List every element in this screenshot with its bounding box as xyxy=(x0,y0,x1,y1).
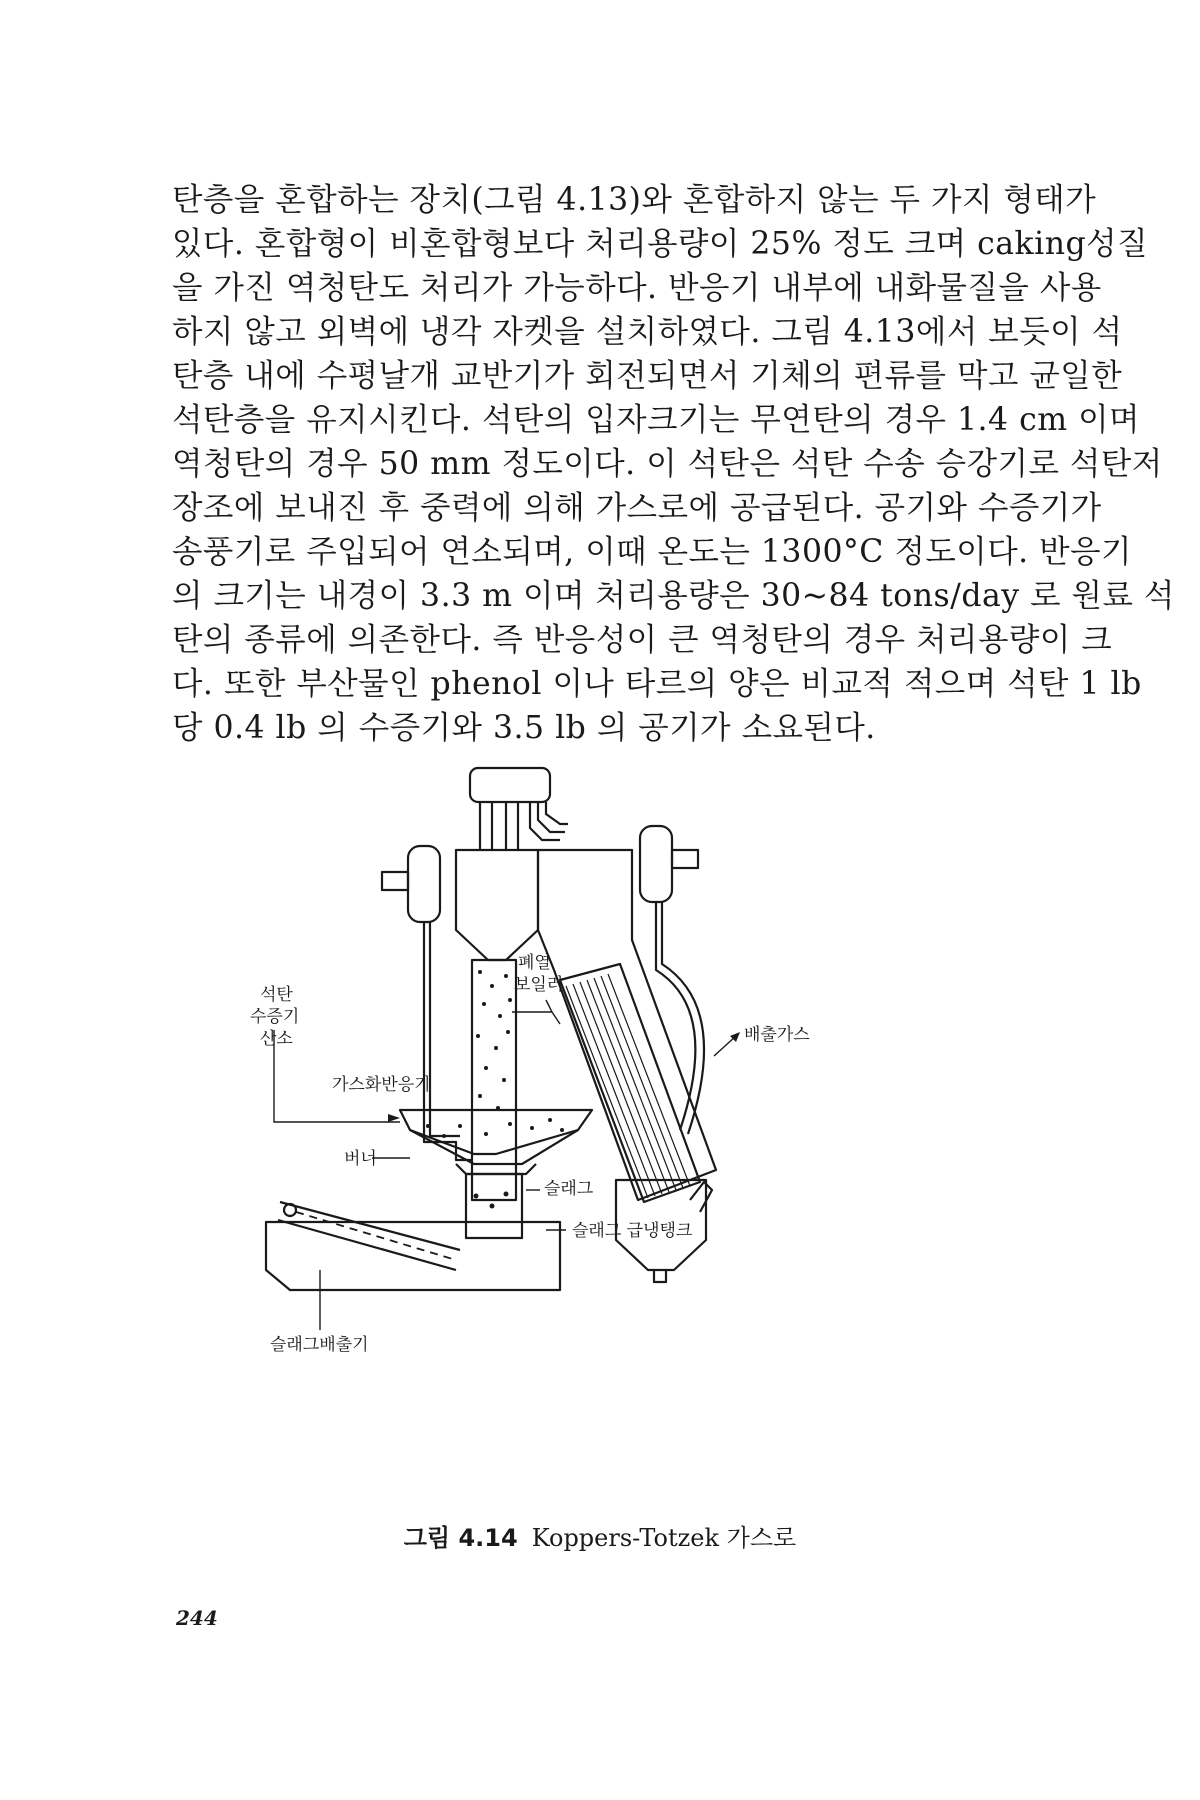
coal-particles xyxy=(426,970,564,1209)
input-label-steam: 수증기 xyxy=(250,1007,300,1027)
burner-chamber xyxy=(400,1110,592,1154)
body-paragraph xyxy=(172,178,1175,750)
slag-extractor-label: 슬래그배출기 xyxy=(270,1335,369,1355)
slag-quench-tank xyxy=(266,1222,560,1290)
figure-title: Koppers-Totzek 가스로 xyxy=(531,1524,797,1552)
waste-heat-boiler xyxy=(538,850,716,1200)
input-label-oxygen: 산소 xyxy=(260,1029,293,1049)
slag-quench-tank-label: 슬래그 급냉탱크 xyxy=(572,1221,693,1241)
slag-label: 슬래그 xyxy=(544,1179,594,1199)
gasifier-upper-shell xyxy=(456,850,538,960)
body-line: 있다. 혼합형이 비혼합형보다 처리용량이 25% 정도 크며 caking성질 xyxy=(172,226,1149,262)
body-line: 탄층을 혼합하는 장치(그림 4.13)와 혼합하지 않는 두 가지 형태가 xyxy=(172,182,1097,218)
figure-caption xyxy=(0,1518,1200,1553)
exhaust-gas-label: 배출가스 xyxy=(744,1025,810,1045)
body-line: 탄의 종류에 의존한다. 즉 반응성이 큰 역청탄의 경우 처리용량이 크 xyxy=(172,622,1113,658)
body-line: 을 가진 역청탄도 처리가 가능하다. 반응기 내부에 내화물질을 사용 xyxy=(172,270,1102,306)
left-steam-drum xyxy=(408,846,440,922)
burner-label: 버너 xyxy=(344,1149,377,1169)
body-line: 송풍기로 주입되어 연소되며, 이때 온도는 1300°C 정도이다. 반응기 xyxy=(172,534,1132,570)
body-line: 하지 않고 외벽에 냉각 자켓을 설치하였다. 그림 4.13에서 보듯이 석 xyxy=(172,314,1123,350)
figure-number: 그림 4.14 xyxy=(403,1524,518,1552)
body-line: 역청탄의 경우 50 mm 정도이다. 이 석탄은 석탄 수송 승강기로 석탄저 xyxy=(172,446,1163,482)
right-steam-drum xyxy=(640,826,672,902)
waste-heat-boiler-label: 폐열 xyxy=(518,953,551,973)
body-line: 석탄층을 유지시킨다. 석탄의 입자크기는 무연탄의 경우 1.4 cm 이며 xyxy=(172,402,1140,438)
input-label-coal: 석탄 xyxy=(260,985,293,1005)
koppers-totzek-gasifier-diagram xyxy=(250,750,860,1490)
body-line: 탄층 내에 수평날개 교반기가 회전되면서 기체의 편류를 막고 균일한 xyxy=(172,358,1123,394)
page-number: 244 xyxy=(176,1606,218,1630)
body-line: 다. 또한 부산물인 phenol 이나 타르의 양은 비교적 적으며 석탄 1 lb xyxy=(172,666,1142,702)
body-line: 장조에 보내진 후 중력에 의해 가스로에 공급된다. 공기와 수증기가 xyxy=(172,490,1102,526)
top-header-drum xyxy=(470,768,550,802)
waste-heat-boiler-label: 보일러 xyxy=(514,975,564,995)
body-line: 당 0.4 lb 의 수증기와 3.5 lb 의 공기가 소요된다. xyxy=(172,710,876,746)
slag-extractor xyxy=(278,1202,460,1270)
gasifier-label: 가스화반응기 xyxy=(332,1075,431,1095)
body-line: 의 크기는 내경이 3.3 m 이며 처리용량은 30~84 tons/day 로 원료 석 xyxy=(172,578,1175,614)
riser-pipes xyxy=(480,802,565,850)
